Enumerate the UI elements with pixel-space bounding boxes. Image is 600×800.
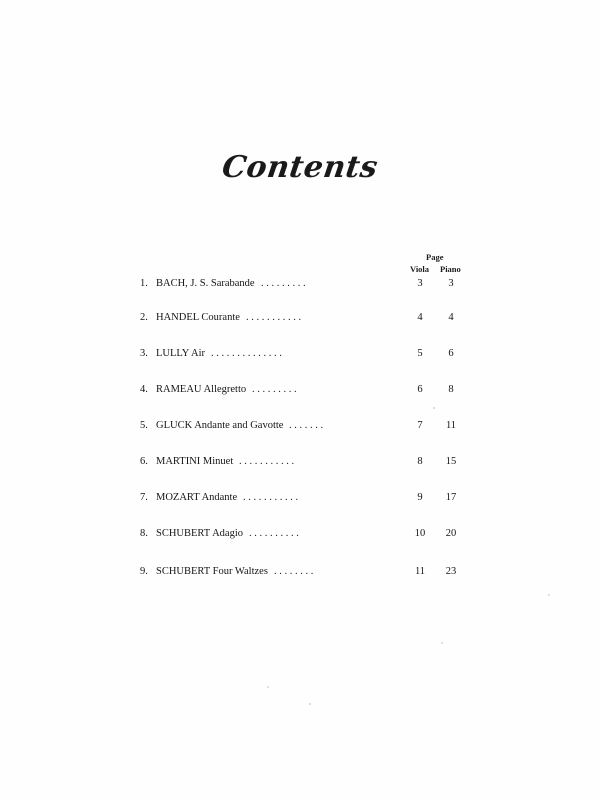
piece-name: Minuet	[202, 456, 234, 467]
entry-number: 3.	[140, 348, 148, 359]
dot-leader: . . . . . . .	[289, 420, 324, 431]
piano-page-number: 8	[448, 384, 454, 395]
composer-name: HANDEL	[156, 312, 199, 323]
piece-name: Air	[191, 348, 206, 359]
piece-name: Adagio	[212, 528, 243, 539]
entry-number: 7.	[140, 492, 148, 503]
contents-entry	[0, 455, 600, 469]
entry-title	[156, 491, 237, 505]
entry-number: 9.	[140, 566, 148, 577]
dot-leader: . . . . . . . . . . .	[243, 492, 299, 503]
dot-leader: . . . . . . . . . . .	[239, 456, 295, 467]
dot-leader: . . . . . . . . . . . . . .	[211, 348, 282, 359]
page-title: Contents	[219, 150, 381, 185]
entry-title	[156, 347, 205, 361]
contents-entry	[0, 565, 600, 579]
entry-title	[156, 311, 240, 325]
viola-page-number: 7	[417, 420, 423, 431]
column-header-viola: Viola	[410, 264, 430, 274]
entry-number: 5.	[140, 420, 148, 431]
dot-leader: . . . . . . . . . . .	[246, 312, 302, 323]
scan-speck	[433, 407, 435, 409]
entry-title	[156, 277, 255, 291]
piece-name: Four Waltzes	[212, 566, 268, 577]
viola-page-number: 10	[414, 528, 426, 539]
viola-page-number: 3	[417, 278, 423, 289]
piece-name: Courante	[201, 312, 240, 323]
piece-name: Allegretto	[203, 384, 247, 395]
piece-name: Andante and Gavotte	[194, 420, 284, 431]
piano-page-number: 3	[448, 278, 454, 289]
entry-number: 6.	[140, 456, 148, 467]
piece-name: Sarabande	[210, 278, 255, 289]
piano-page-number: 20	[445, 528, 457, 539]
entry-number: 8.	[140, 528, 148, 539]
entry-title	[156, 527, 243, 541]
piano-page-number: 6	[448, 348, 454, 359]
entry-number: 4.	[140, 384, 148, 395]
composer-name: MOZART	[156, 492, 200, 503]
column-header-piano: Piano	[440, 264, 461, 274]
viola-page-number: 8	[417, 456, 423, 467]
piano-page-number: 4	[448, 312, 454, 323]
composer-name: SCHUBERT	[156, 528, 211, 539]
scan-speck	[267, 686, 269, 688]
piano-page-number: 15	[445, 456, 457, 467]
viola-page-number: 11	[414, 566, 426, 577]
contents-entry	[0, 527, 600, 541]
piano-page-number: 17	[445, 492, 457, 503]
viola-page-number: 9	[417, 492, 423, 503]
piano-page-number: 23	[445, 566, 457, 577]
entry-title	[156, 455, 233, 469]
composer-name: RAMEAU	[156, 384, 202, 395]
dot-leader: . . . . . . . .	[274, 566, 314, 577]
entry-title	[156, 383, 246, 397]
contents-entry	[0, 491, 600, 505]
viola-page-number: 6	[417, 384, 423, 395]
composer-name: BACH, J. S.	[156, 278, 209, 289]
composer-name: GLUCK	[156, 420, 193, 431]
contents-entry	[0, 419, 600, 433]
viola-page-number: 5	[417, 348, 423, 359]
composer-name: MARTINI	[156, 456, 201, 467]
contents-entry	[0, 311, 600, 325]
composer-name: SCHUBERT	[156, 566, 211, 577]
scan-speck	[548, 594, 550, 596]
entry-title	[156, 419, 283, 433]
dot-leader: . . . . . . . . .	[252, 384, 297, 395]
entry-title	[156, 565, 268, 579]
contents-entry	[0, 383, 600, 397]
viola-page-number: 4	[417, 312, 423, 323]
dot-leader: . . . . . . . . . .	[249, 528, 299, 539]
scan-speck	[441, 642, 443, 644]
scan-speck	[309, 703, 311, 705]
contents-entry	[0, 347, 600, 361]
entry-number: 2.	[140, 312, 148, 323]
dot-leader: . . . . . . . . .	[261, 278, 306, 289]
contents-entry	[0, 277, 600, 291]
column-header-page: Page	[426, 252, 444, 262]
piece-name: Andante	[201, 492, 238, 503]
composer-name: LULLY	[156, 348, 189, 359]
entry-number: 1.	[140, 278, 148, 289]
piano-page-number: 11	[445, 420, 457, 431]
